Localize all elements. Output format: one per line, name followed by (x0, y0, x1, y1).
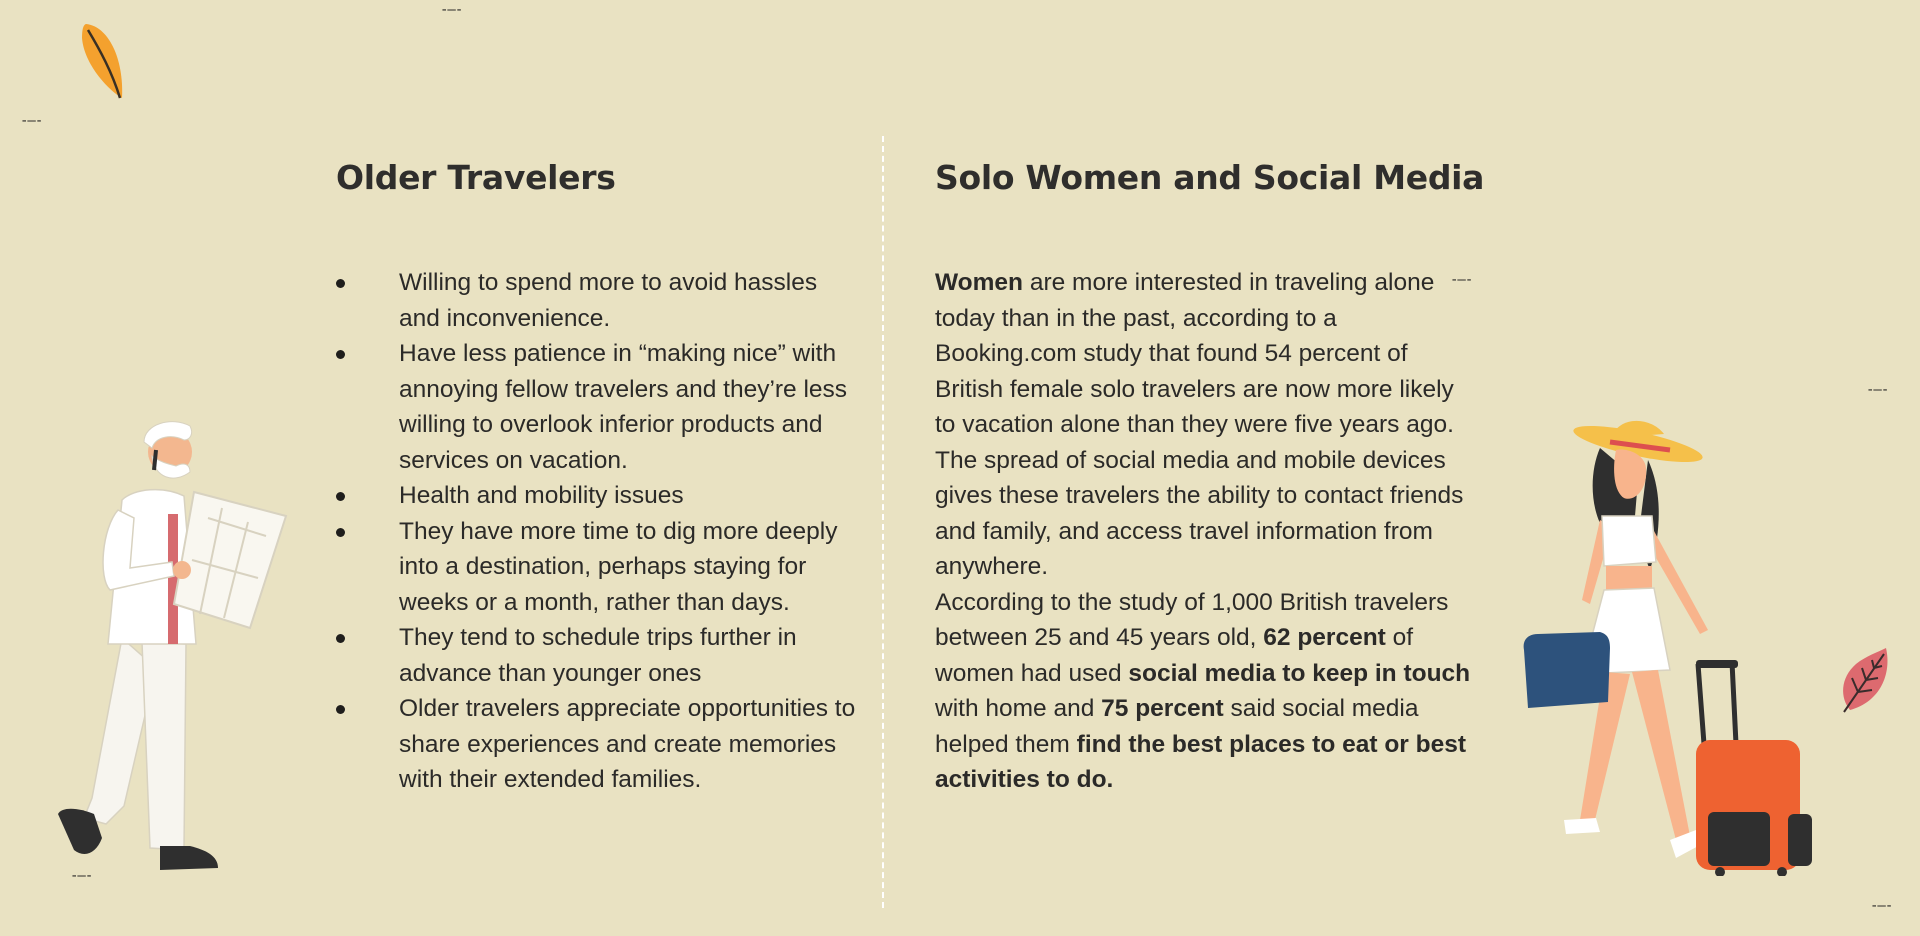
feather-leaf-icon (78, 20, 130, 104)
list-item: They tend to schedule trips further in advance than younger ones (336, 620, 856, 691)
paragraph-text: of women had used (935, 624, 1414, 687)
list-item: They have more time to dig more deeply into a destination, perhaps staying for weeks or a month, rather than days. (336, 514, 856, 621)
list-item: Willing to spend more to avoid hassles and inconvenience. (336, 265, 856, 336)
list-item: Health and mobility issues (336, 478, 856, 514)
paragraph-text: with home and (935, 695, 1102, 722)
older-traveler-illustration (44, 418, 294, 884)
paragraph-study-results (935, 585, 1475, 798)
bold-text: 62 percent (1263, 624, 1386, 651)
dash-mark: -–- (440, 2, 463, 18)
older-travelers-list (336, 265, 856, 798)
list-item: Have less patience in “making nice” with annoying fellow travelers and they’re less willing to overlook inferior products and services on vacation. (336, 336, 856, 478)
bold-text: find the best places to eat or best activities to do. (935, 730, 1467, 793)
column-divider (882, 136, 884, 908)
dash-mark: -–- (1870, 898, 1893, 914)
paragraph-women-interest (935, 265, 1475, 443)
bold-text: social media to keep in touch (1128, 659, 1471, 687)
solo-women-heading: Solo Women and Social Media (935, 158, 1485, 197)
paragraph-text: are more interested in traveling alone today than in the past, according to a Booking.com study that found 54 percent of British female solo travelers are now more likely to vacation alone than they were five years ago. (935, 269, 1454, 438)
list-item: Older travelers appreciate opportunities to share experiences and create memories with their extended families. (336, 691, 856, 798)
dash-mark: -–- (20, 113, 43, 129)
paragraph-text: said social media helped them (935, 695, 1419, 758)
pink-leaf-icon (1836, 644, 1894, 714)
bold-text: 75 percent (1101, 695, 1224, 722)
dash-mark: -–- (70, 868, 93, 884)
dash-mark: -–- (1866, 382, 1889, 398)
paragraph-social-media-spread: The spread of social media and mobile devices gives these travelers the ability to contact friends and family, and access travel information from anywhere. (935, 446, 1464, 580)
solo-women-body (935, 265, 1475, 798)
dash-mark: -–- (1450, 272, 1473, 288)
paragraph-text: According to the study of 1,000 British travelers between 25 and 45 years old, (935, 588, 1449, 651)
solo-woman-traveler-illustration (1520, 420, 1820, 876)
bold-text: Women (935, 269, 1024, 296)
older-travelers-heading: Older Travelers (336, 158, 616, 197)
